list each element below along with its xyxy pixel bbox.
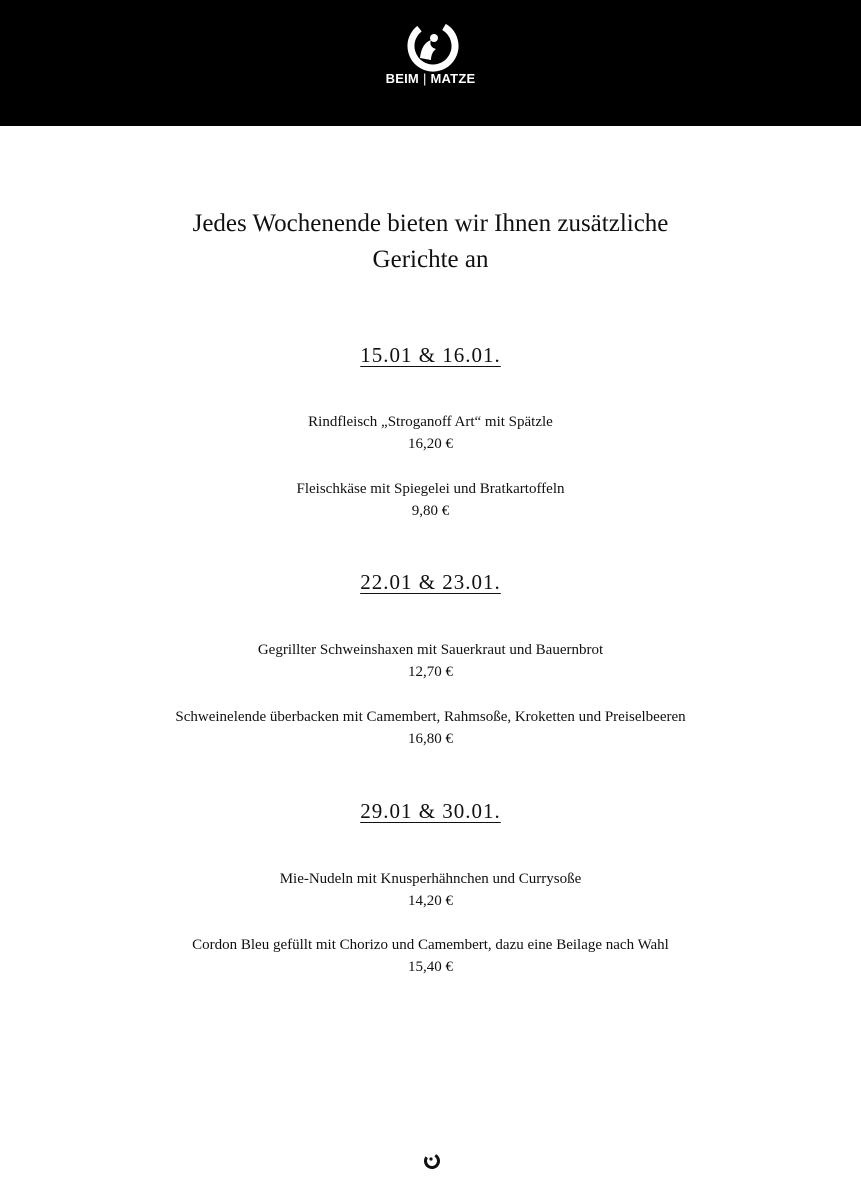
header-bar <box>0 0 861 126</box>
brand-right: MATZE <box>430 71 476 86</box>
brand-left: BEIM <box>385 71 419 86</box>
brand-separator: | <box>422 71 427 86</box>
dish-price: 16,80 € <box>408 731 453 747</box>
week-date: 15.01 & 16.01. <box>360 343 501 367</box>
dish-name: Schweinelende überbacken mit Camembert, Rahmsoße, Kroketten und Preiselbeeren <box>175 709 686 725</box>
page-title-line-2: Gerichte an <box>372 246 489 273</box>
page-title-line-1: Jedes Wochenende bieten wir Ihnen zusätzliche <box>192 210 669 237</box>
dish-item <box>0 411 861 455</box>
dish-price: 12,70 € <box>408 664 453 680</box>
week-section <box>0 568 861 596</box>
week-section <box>0 797 861 825</box>
page-title <box>0 206 861 278</box>
week-date: 29.01 & 30.01. <box>360 799 501 823</box>
dish-item <box>0 934 861 978</box>
beim-matze-logo-icon <box>407 20 459 72</box>
beim-matze-small-logo-icon <box>423 1152 441 1170</box>
week-section <box>0 341 861 369</box>
dish-price: 16,20 € <box>408 436 453 452</box>
dish-name: Gegrillter Schweinshaxen mit Sauerkraut und Bauernbrot <box>257 642 604 658</box>
dish-item <box>0 478 861 522</box>
dish-item <box>0 706 861 750</box>
brand-name <box>0 70 861 88</box>
dish-item <box>0 639 861 683</box>
dish-name: Cordon Bleu gefüllt mit Chorizo und Camembert, dazu eine Beilage nach Wahl <box>192 937 669 953</box>
dish-item <box>0 868 861 912</box>
dish-price: 9,80 € <box>411 503 450 519</box>
dish-price: 15,40 € <box>408 959 453 975</box>
dish-name: Fleischkäse mit Spiegelei und Bratkartoffeln <box>296 481 565 497</box>
dish-name: Rindfleisch „Stroganoff Art“ mit Spätzle <box>308 414 553 430</box>
week-date: 22.01 & 23.01. <box>360 570 501 594</box>
dish-name: Mie-Nudeln mit Knusperhähnchen und Currysoße <box>279 871 582 887</box>
dish-price: 14,20 € <box>408 893 453 909</box>
